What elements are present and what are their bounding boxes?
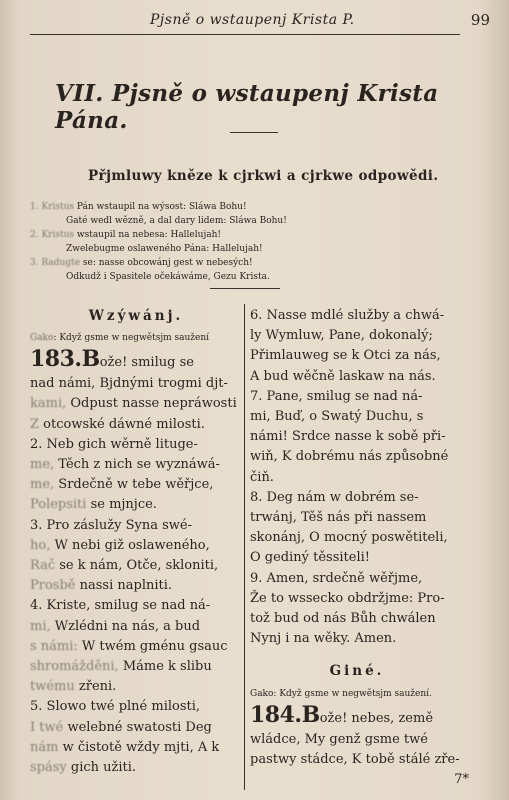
hymn-line: mi, Buď, o Swatý Duchu, s (250, 409, 424, 425)
faded-text: Prosbě (30, 578, 76, 594)
section-rule (210, 288, 280, 289)
line-text: otcowské dáwné milosti. (39, 416, 205, 432)
responsory-text: se: nasse obcowánj gest w nebesých! (82, 258, 253, 268)
hymn-line (30, 758, 242, 778)
hymn-line: wiň, K dobrému nás způsobné (250, 449, 449, 465)
faded-text: Rač (30, 558, 56, 574)
hymn-line (30, 475, 242, 495)
responsory-text: Odkudž i Spasitele očekáwáme, Gezu Krista. (66, 272, 270, 282)
drop-letter: B (301, 701, 320, 728)
faded-text: kami, (30, 396, 67, 412)
line-text: W nebi giž oslaweného, (50, 537, 210, 553)
hymn-line: trwánj, Těš nás při nassem (250, 510, 427, 526)
line-text: Těch z nich se wyznáwá- (54, 457, 220, 473)
hymn-line: Že to wssecko obdržjme: Pro- (250, 590, 445, 606)
first-line-text: ože! nebes, země (319, 710, 434, 726)
hymn-line (30, 536, 242, 556)
hymn-line (30, 516, 242, 536)
responsory-text: Zwelebugme oslaweného Pána: Hallelujah! (66, 244, 263, 254)
hymn-line (30, 435, 242, 455)
faded-text: nám (30, 739, 59, 755)
faded-text: twému (30, 679, 75, 695)
faded-text: shromážděni, (30, 659, 119, 675)
faded-text: Polepsiti (30, 497, 87, 513)
hymn-line: tož bud od nás Bůh chwálen (250, 611, 436, 627)
line-text: 5. Slowo twé plné milosti, (30, 699, 201, 715)
hymn-number-184: 184. (250, 701, 302, 728)
responsory-text: Gaté wedl wězně, a dal dary lidem: Sláwa Bohu! (66, 216, 287, 226)
line-text: Máme k slibu (118, 659, 212, 675)
hymn-line (30, 697, 242, 717)
hymn-line (30, 374, 242, 394)
hymn-line (30, 677, 242, 697)
responsory-line (30, 214, 450, 228)
line-text: 2. Neb gich wěrně lituge- (30, 436, 198, 452)
hymn-line: Přimlauweg se k Otci za nás, (250, 348, 441, 364)
hymn-line: wládce, My genž gsme twé (250, 731, 428, 747)
hymn-line (30, 738, 242, 758)
responsory-line (30, 228, 450, 242)
responsory (30, 200, 450, 284)
hymn-183-continued (250, 306, 464, 649)
faded-text: s námi: (30, 638, 78, 654)
page-number: 99 (470, 11, 490, 29)
faded-text: Z (30, 416, 40, 432)
faded-text: me, (30, 457, 55, 473)
hymn-line: 6. Nasse mdlé služby a chwá- (250, 308, 445, 323)
hymn-line (30, 455, 242, 475)
hymn-line: čiň. (250, 469, 274, 485)
responsory-lead: 3. Radugte (30, 258, 83, 268)
section-title-gine: Giné. (329, 663, 385, 680)
hymn-line (30, 556, 242, 576)
right-column (250, 306, 464, 770)
responsory-title: Přjmluwy kněze k cjrkwi a cjrkwe odpowědi. (88, 168, 439, 184)
hymn-line: Nynj i na wěky. Amen. (250, 631, 397, 647)
hymn-line (30, 617, 242, 637)
responsory-lead: 1. Kristus (30, 202, 77, 212)
line-text: 3. Pro záslužy Syna swé- (30, 517, 192, 533)
line-text: Srdečně w tebe wěřjce, (54, 477, 214, 493)
hymn-line: 9. Amen, srdečně wěřjme, (250, 570, 423, 586)
line-text: w čistotě wždy mjti, A k (58, 739, 220, 755)
line-text: nassi naplniti. (75, 578, 173, 594)
line-text: Odpust nasse nepráwosti (66, 396, 237, 412)
line-text: W twém gménu gsauc (77, 638, 228, 654)
hymn-line: ly Wymluw, Pane, dokonalý; (250, 328, 433, 344)
section-title-wzywani: Wzýwánj. (88, 308, 184, 324)
faded-text: I twé (30, 719, 64, 735)
line-text: gich užiti. (66, 760, 137, 776)
page-header (30, 11, 490, 35)
column-divider (244, 304, 245, 790)
chapter-title: VII. Pjsně o wstaupenj Krista Pána. (55, 80, 439, 134)
hymn-line (30, 495, 242, 515)
responsory-line (30, 256, 450, 270)
line-text: welebné swatosti Deg (63, 719, 212, 735)
melody-note (30, 331, 242, 345)
line-text: Wzlédni na nás, a bud (50, 618, 201, 634)
hymn-line (30, 596, 242, 616)
running-title: Pjsně o wstaupenj Krista P. (150, 12, 355, 28)
responsory-line (30, 200, 450, 214)
hymn-183-text (30, 348, 242, 778)
faded-text: mi, (30, 618, 51, 634)
hymn-line: námi! Srdce nasse k sobě při- (250, 429, 446, 445)
melody-note-184: Gako: Když gsme w negwětsjm saužení. (250, 688, 432, 699)
responsory-line (30, 270, 450, 284)
drop-letter: B (81, 346, 100, 373)
melody-prefix: Gako (30, 333, 54, 344)
responsory-lead: 2. Kristus (30, 230, 77, 240)
left-column (30, 306, 242, 778)
hymn-line (30, 415, 242, 435)
hymn-line: 7. Pane, smilug se nad ná- (250, 388, 423, 404)
hymn-line (30, 718, 242, 738)
hymn-184-first-line (250, 701, 464, 730)
faded-text: spásy (30, 760, 67, 776)
faded-text: me, (30, 477, 55, 493)
hymn-line (30, 394, 242, 414)
responsory-text: Pán wstaupil na wýsost: Sláwa Bohu! (76, 202, 247, 212)
hymn-number-183: 183. (30, 346, 82, 373)
line-text: nad námi, Bjdnými trogmi djt- (30, 376, 228, 392)
hymn-line: skonánj, O mocný poswětiteli, (250, 530, 448, 546)
hymn-line: 8. Deg nám w dobrém se- (250, 489, 419, 505)
line-text: 4. Kriste, smilug se nad ná- (30, 598, 211, 614)
line-text: zřeni. (74, 679, 117, 695)
hymn-line: A bud wěčně laskaw na nás. (250, 368, 436, 384)
faded-text: ho, (30, 537, 51, 553)
hymn-line (30, 348, 242, 374)
responsory-text: wstaupil na nebesa: Hallelujah! (76, 230, 222, 240)
signature-mark: 7* (454, 772, 469, 787)
hymn-line: O gediný těssiteli! (250, 550, 371, 566)
line-text: se mjnjce. (86, 497, 157, 513)
line-text: se k nám, Otče, skloniti, (55, 558, 219, 574)
hymn-line (30, 576, 242, 596)
line-text: ože! smilug se (99, 355, 194, 371)
responsory-line (30, 242, 450, 256)
ornament-rule (230, 132, 278, 133)
hymn-line (30, 637, 242, 657)
hymn-184-text (250, 730, 464, 770)
hymn-line: pastwy stádce, K tobě stálé zře- (250, 751, 460, 767)
melody-text: : Když gsme w negwětsjm saužení (53, 333, 210, 344)
hymn-line (30, 657, 242, 677)
